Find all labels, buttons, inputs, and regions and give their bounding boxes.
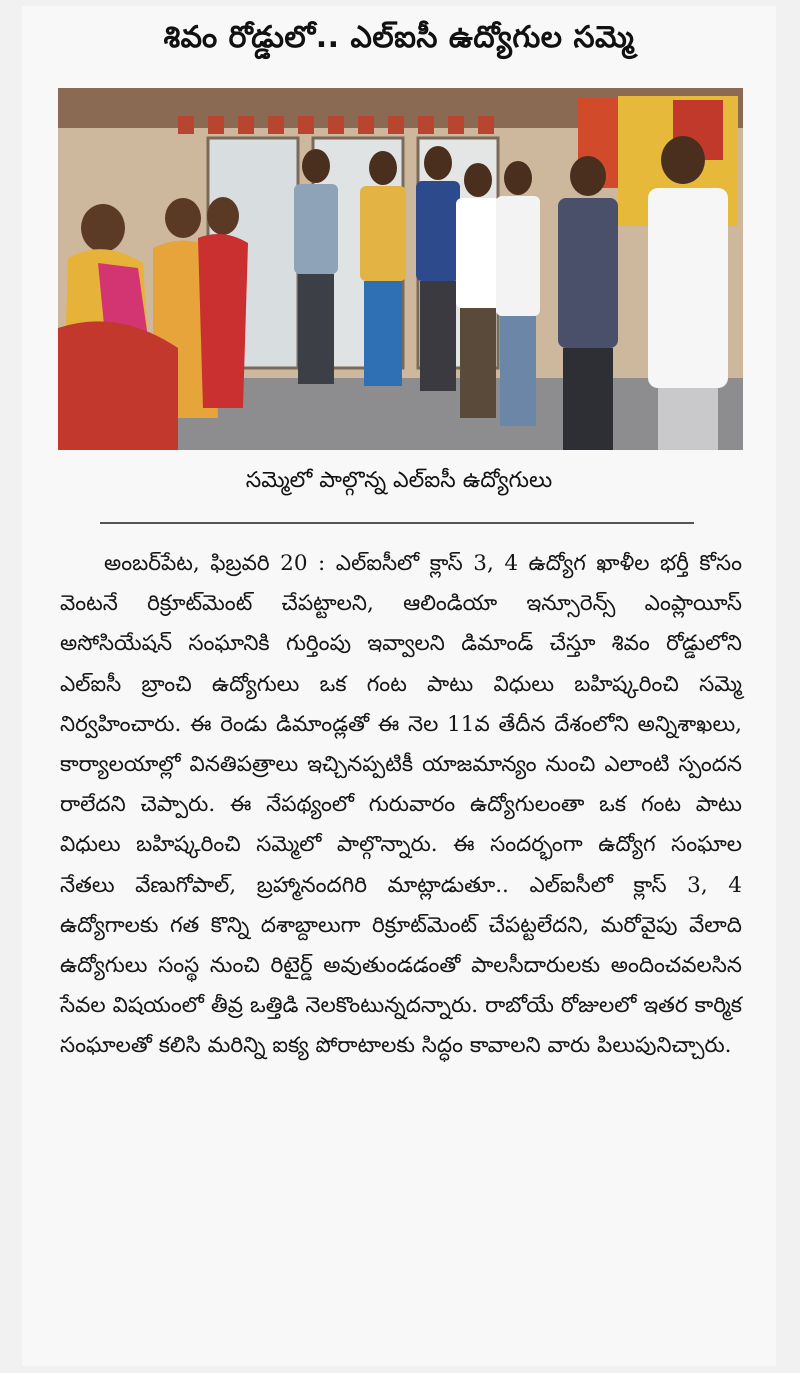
headline: శివం రోడ్డులో.. ఎల్ఐసీ ఉద్యోగుల సమ్మె [163,20,635,55]
article-body: అంబర్‌పేట, ఫిబ్రవరి 20 : ఎల్ఐసీలో క్లాస్ 3, 4 ఉద్యోగ ఖాళీల భర్తీ కోసం వెంటనే రిక్రూట్‌మెంట్ చేపట్టాలని, ఆలిండియా ఇన్సూరెన్స్ ఎంప్లాయీస్ అసోసియేషన్ సంఘానికి గుర్తింపు ఇవ్వాలని డిమాండ్ చేస్తూ శివం రోడ్డులోని ఎల్ఐసీ బ్రాంచి ఉద్యోగులు ఒక గంట పాటు విధులు బహిష్కరించి సమ్మె నిర్వహించారు. ఈ రెండు డిమాండ్లతో ఈ నెల 11వ తేదీన దేశంలోని అన్నిశాఖలు, కార్యాలయాల్లో వినతిపత్రాలు ఇచ్చినప్పటికీ యాజమాన్యం నుంచి ఎలాంటి స్పందన రాలేదని చెప్పారు. ఈ నేపథ్యంలో గురువారం ఉద్యోగులంతా ఒక గంట పాటు విధులు బహిష్కరించి సమ్మెలో పాల్గొన్నారు. ఈ సందర్భంగా ఉద్యోగ సంఘాల నేతలు వేణుగోపాల్, బ్రహ్మానందగిరి మాట్లాడుతూ.. ఎల్ఐసీలో క్లాస్ 3, 4 ఉద్యోగాలకు గత కొన్ని దశాబ్దాలుగా రిక్రూట్‌మెంట్ చేపట్టలేదని, మరోవైపు వేలాది ఉద్యోగులు సంస్థ నుంచి రిటైర్డ్ అవుతుండడంతో పాలసీదారులకు అందించవలసిన సేవల విషయంలో తీవ్ర ఒత్తిడి నెలకొంటున్నదన్నారు. రాబోయే రోజులలో ఇతర కార్మిక సంఘాలతో కలిసి మరిన్ని ఐక్య పోరాటాలకు సిద్ధం కావాలని వారు పిలుపునిచ్చారు. [60,551,742,1059]
newspaper-clipping [22,6,776,1366]
photo-caption: సమ్మెలో పాల్గొన్న ఎల్ఐసీ ఉద్యోగులు [245,468,553,493]
divider [100,522,694,524]
news-photo [58,88,743,450]
